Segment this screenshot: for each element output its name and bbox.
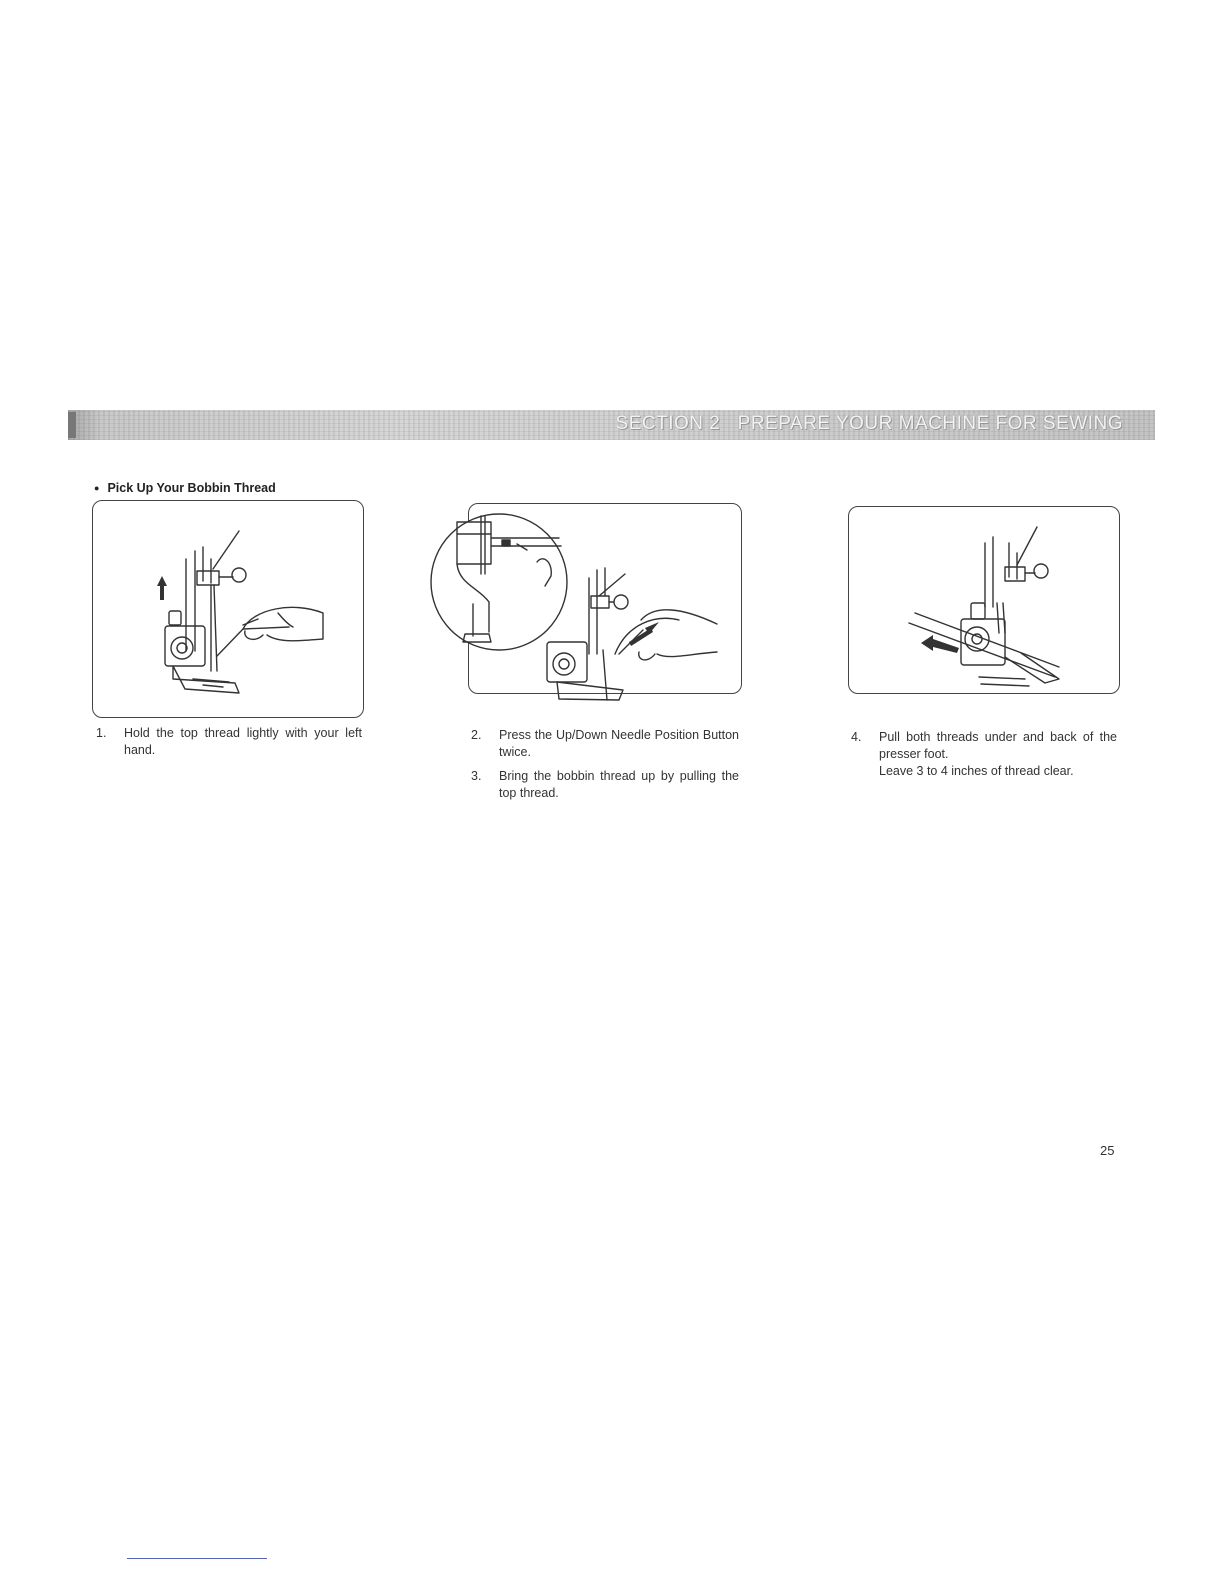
step-number: 1. bbox=[96, 726, 107, 740]
step-text: Bring the bobbin thread up by pulling the top thread. bbox=[499, 769, 739, 800]
footnote-rule bbox=[127, 1558, 267, 1559]
section-title: SECTION 2 PREPARE YOUR MACHINE FOR SEWING bbox=[615, 413, 1123, 434]
illustration-press-button bbox=[468, 503, 742, 694]
step-number: 4. bbox=[851, 730, 862, 744]
step-text: Press the Up/Down Needle Position Button twice. bbox=[499, 728, 739, 759]
bullet-icon: ● bbox=[94, 483, 100, 493]
step-text: Hold the top thread lightly with your left hand. bbox=[124, 726, 362, 757]
threads-under-foot-illustration bbox=[849, 507, 1119, 693]
page-number: 25 bbox=[1100, 1143, 1115, 1158]
step-text-block bbox=[879, 729, 1117, 780]
needle-button-illustration bbox=[469, 504, 741, 693]
sewing-foot-hand-illustration bbox=[93, 501, 363, 717]
subsection-heading bbox=[94, 481, 276, 495]
banner-edge-mark bbox=[68, 412, 76, 438]
pull-arrow-icon bbox=[629, 622, 659, 646]
step-number: 3. bbox=[471, 769, 482, 783]
section-banner bbox=[68, 410, 1155, 440]
illustration-hold-thread bbox=[92, 500, 364, 718]
heading-text: Pick Up Your Bobbin Thread bbox=[107, 481, 276, 495]
illustration-pull-threads bbox=[848, 506, 1120, 694]
step-note: Leave 3 to 4 inches of thread clear. bbox=[879, 764, 1074, 778]
step-text: Pull both threads under and back of the presser foot. bbox=[879, 730, 1117, 761]
up-arrow-icon bbox=[157, 576, 167, 600]
left-arrow-icon bbox=[921, 635, 959, 653]
step-number: 2. bbox=[471, 728, 482, 742]
